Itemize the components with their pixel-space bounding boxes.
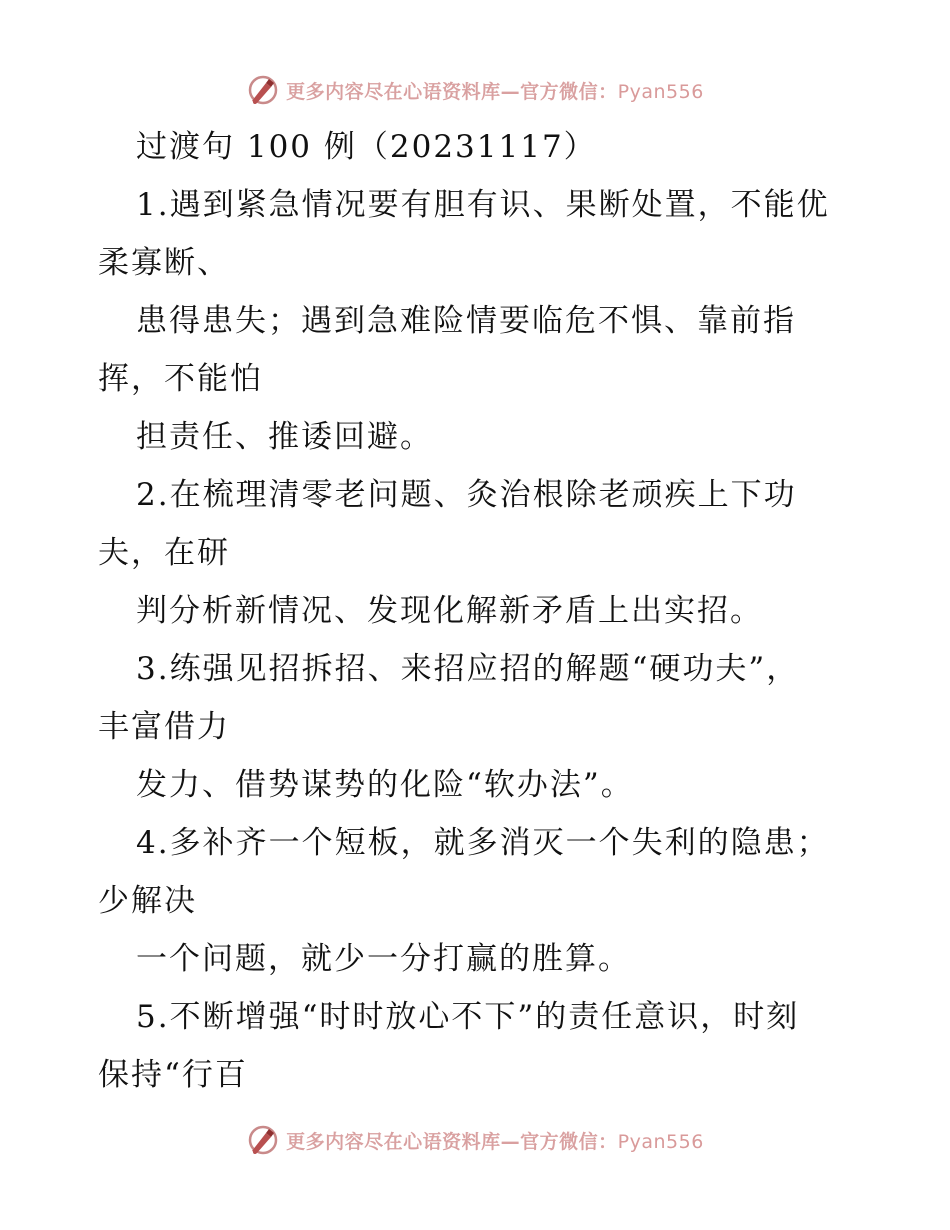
document-body — [98, 118, 858, 1104]
pen-circle-logo-icon — [246, 73, 280, 107]
text-line: 1.遇到紧急情况要有胆有识、果断处置，不能优 — [136, 187, 830, 223]
text-line: 挥，不能怕 — [98, 361, 263, 397]
text-line: 夫，在研 — [98, 535, 230, 571]
text-line: 担责任、推诿回避。 — [136, 419, 433, 455]
text-line: 2.在梳理清零老问题、灸治根除老顽疾上下功 — [136, 477, 797, 513]
text-line: 患得患失；遇到急难险情要临危不惧、靠前指 — [136, 303, 796, 339]
text-line: 丰富借力 — [98, 709, 230, 745]
footer-watermark — [0, 1118, 950, 1162]
text-line: 3.练强见招拆招、来招应招的解题“硬功夫”， — [136, 651, 800, 687]
watermark-label: 更多内容尽在心语资料库—官方微信： — [286, 1130, 618, 1153]
text-line: 判分析新情况、发现化解新矛盾上出实招。 — [136, 593, 763, 629]
text-line: 柔寡断、 — [98, 245, 230, 281]
watermark-wechat-id: Pyan556 — [617, 1130, 704, 1153]
text-line: 少解决 — [98, 883, 197, 919]
text-line: 发力、借势谋势的化险“软办法”。 — [136, 767, 634, 803]
watermark-text — [286, 1127, 704, 1154]
text-line: 保持“行百 — [98, 1057, 248, 1093]
header-watermark — [0, 68, 950, 112]
text-line: 一个问题，就少一分打赢的胜算。 — [136, 941, 631, 977]
document-lines — [98, 176, 858, 1104]
watermark-text — [286, 77, 704, 104]
pen-circle-logo-icon — [246, 1123, 280, 1157]
text-line: 4.多补齐一个短板，就多消灭一个失利的隐患； — [136, 825, 830, 861]
watermark-wechat-id: Pyan556 — [617, 80, 704, 103]
document-title: 过渡句 100 例（20231117） — [136, 129, 597, 165]
watermark-label: 更多内容尽在心语资料库—官方微信： — [286, 80, 618, 103]
text-line: 5.不断增强“时时放心不下”的责任意识，时刻 — [136, 999, 800, 1035]
